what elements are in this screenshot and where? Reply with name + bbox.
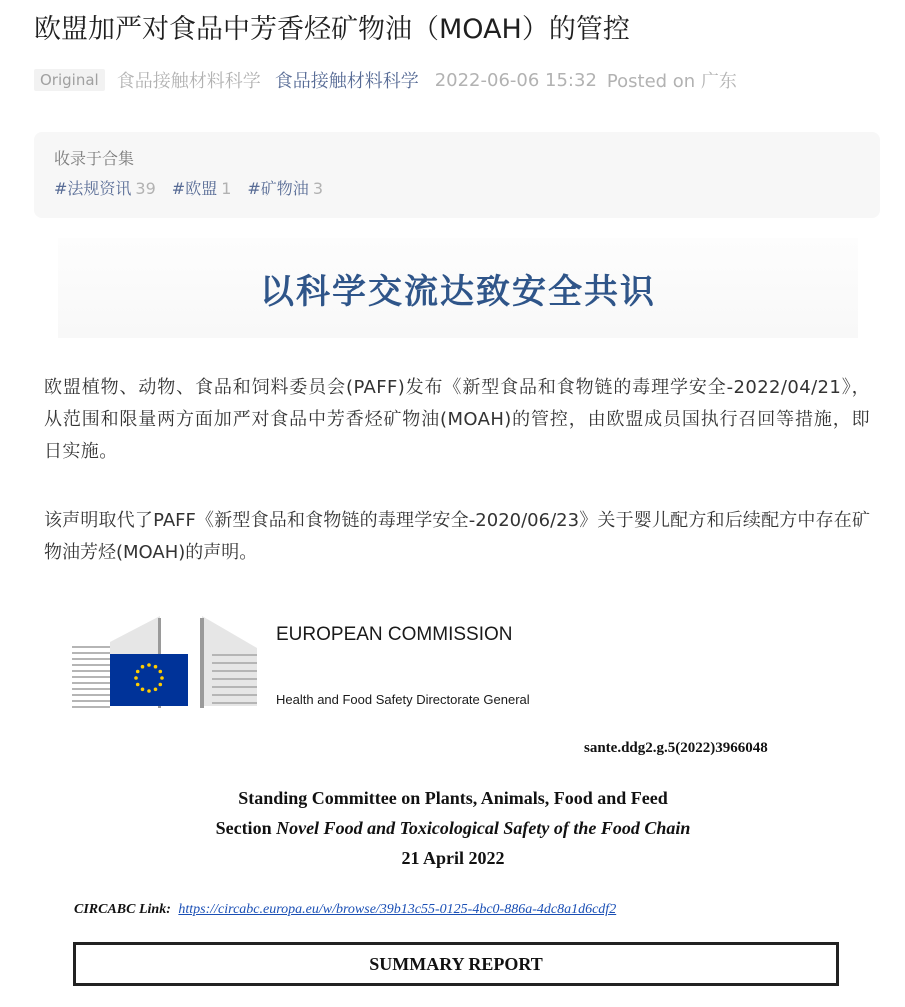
original-badge: Original	[34, 69, 105, 91]
banner-image	[58, 238, 858, 338]
doc-directorate: Health and Food Safety Directorate General	[276, 692, 530, 707]
doc-section	[58, 818, 848, 839]
doc-section-prefix: Section	[215, 818, 272, 838]
account-link[interactable]: 食品接触材料科学	[274, 71, 419, 92]
collection-tag-label: #矿物油	[247, 179, 309, 198]
collection-tag-count: 1	[221, 179, 232, 198]
doc-link-line	[74, 902, 616, 918]
collection-tag-label: #法规资讯	[54, 179, 132, 198]
circabc-link[interactable]: https://circabc.europa.eu/w/browse/39b13c55-0125-4bc0-886a-4dc8a1d6cdf2	[178, 902, 617, 917]
article-meta	[34, 66, 737, 94]
collection-heading: 收录于合集	[54, 149, 135, 168]
collection-tag-count: 39	[135, 179, 156, 198]
eu-commission-logo	[72, 614, 257, 709]
collection-tag[interactable]	[54, 176, 156, 202]
doc-organization: EUROPEAN COMMISSION	[276, 624, 513, 645]
author-name: 食品接触材料科学	[116, 71, 261, 92]
collection-tags	[54, 176, 860, 202]
doc-link-label: CIRCABC Link:	[74, 902, 171, 917]
doc-reference: sante.ddg2.g.5(2022)3966048	[584, 740, 768, 756]
document-image	[58, 600, 878, 1007]
summary-report-box: SUMMARY REPORT	[73, 942, 839, 986]
paragraph: 欧盟植物、动物、食品和饲料委员会(PAFF)发布《新型食品和食物链的毒理学安全-2022/04/21》，从范围和限量两方面加严对食品中芳香烃矿物油(MOAH)的管控，由欧盟成员国执行召回等措施，即日实施。	[44, 377, 870, 462]
banner-slogan: 以科学交流达致安全共识	[260, 271, 656, 312]
collection-tag-count: 3	[312, 179, 323, 198]
doc-committee: Standing Committee on Plants, Animals, Food and Feed	[238, 788, 668, 808]
posted-location: Posted on 广东	[606, 71, 737, 92]
collection-box	[34, 132, 880, 218]
collection-tag[interactable]	[247, 176, 323, 202]
publish-time: 2022-06-06 15:32	[434, 69, 597, 91]
article-title: 欧盟加严对食品中芳香烃矿物油（MOAH）的管控	[34, 14, 630, 45]
paragraph: 该声明取代了PAFF《新型食品和食物链的毒理学安全-2020/06/23》关于婴儿配方和后续配方中存在矿物油芳烃(MOAH)的声明。	[44, 510, 870, 563]
collection-tag-label: #欧盟	[171, 179, 218, 198]
doc-section-name: Novel Food and Toxicological Safety of the Food Chain	[276, 818, 691, 838]
doc-date: 21 April 2022	[401, 848, 505, 868]
eu-flag	[110, 654, 188, 706]
collection-tag[interactable]	[172, 176, 232, 202]
